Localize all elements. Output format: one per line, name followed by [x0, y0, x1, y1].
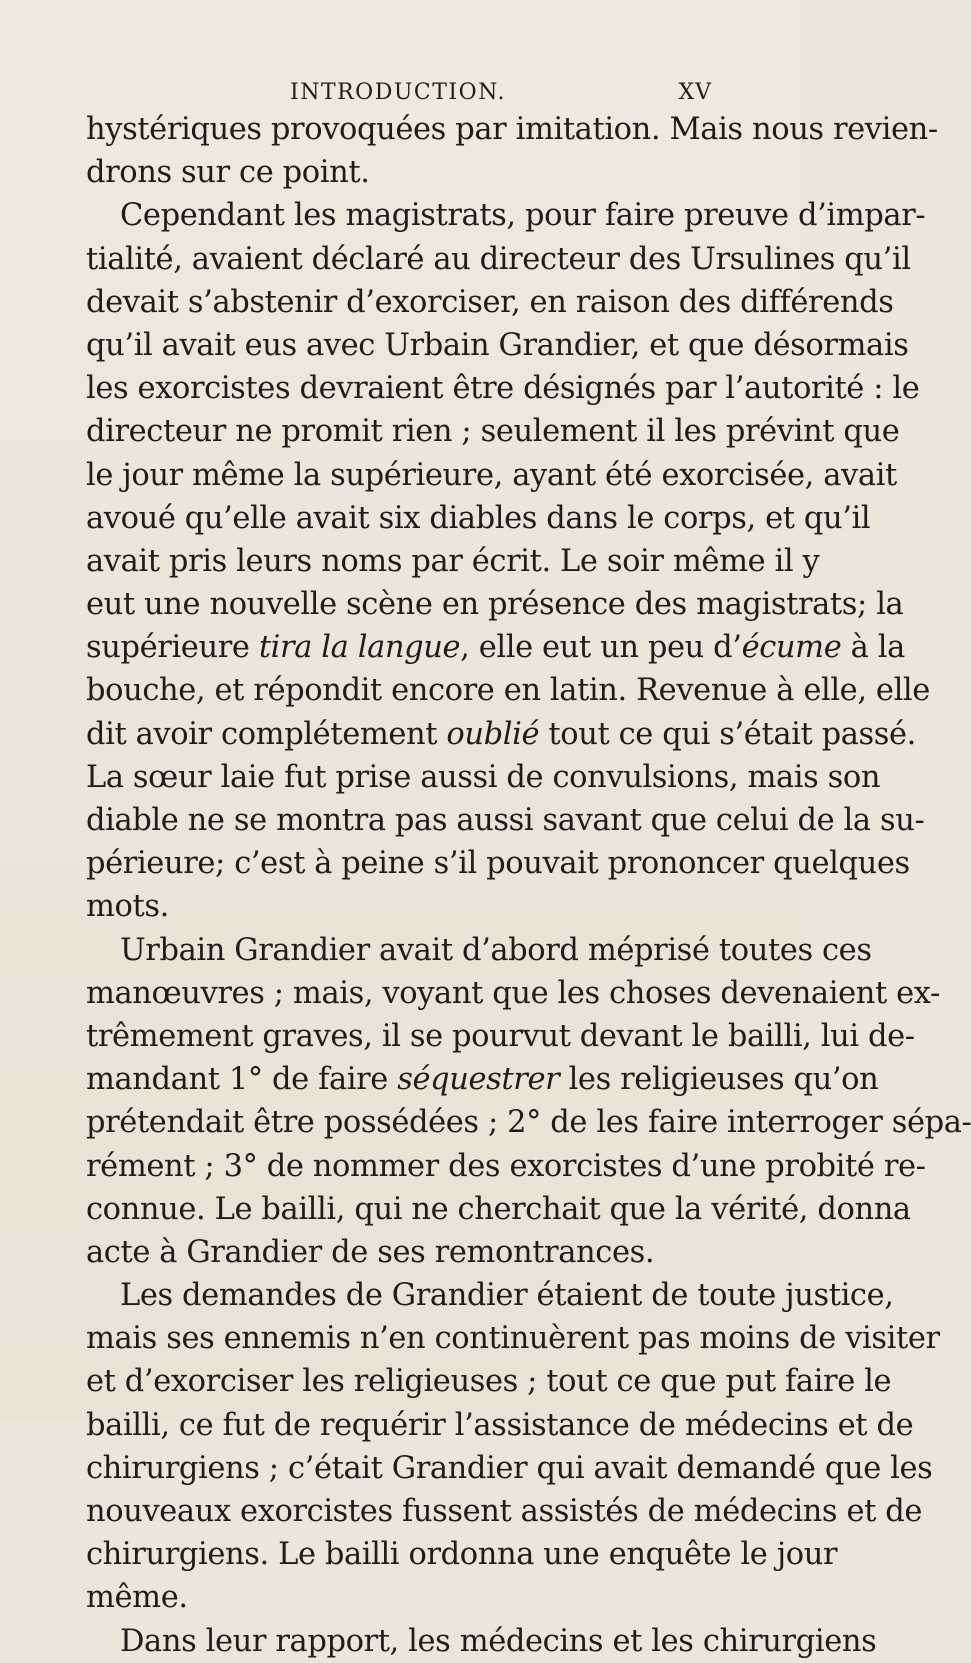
text-line: directeur ne promit rien ; seulement il les prévint que — [86, 414, 900, 450]
text-line: tialité, avaient déclaré au directeur des Ursulines qu’il — [86, 241, 911, 277]
text-line: diable ne se montra pas aussi savant que celui de la su- — [86, 803, 925, 838]
text-line: devait s’abstenir d’exorciser, en raison des différends — [86, 284, 894, 320]
text-line: trêmement graves, il se pourvut devant le bailli, lui de- — [86, 1018, 915, 1054]
text-line: bailli, ce fut de requérir l’assistance de médecins et de — [86, 1407, 914, 1443]
text-line: rément ; 3° de nommer des exorcistes d’une probité re- — [86, 1148, 926, 1184]
text-line: et d’exorciser les religieuses ; tout ce que put faire le — [86, 1364, 892, 1400]
body-text — [86, 108, 971, 1663]
text-line: acte à Grandier de ses remontrances. — [86, 1234, 655, 1270]
text-line: mandant 1° de faire séquestrer les religieuses qu’on — [86, 1062, 879, 1098]
text-line: bouche, et répondit encore en latin. Revenue à elle, elle — [86, 673, 930, 709]
running-title: INTRODUCTION. — [290, 80, 506, 105]
text-line: manœuvres ; mais, voyant que les choses devenaient ex- — [86, 975, 940, 1011]
text-line: périeure; c’est à peine s’il pouvait prononcer quelques — [86, 846, 910, 882]
running-head — [0, 78, 800, 108]
text-line: nouveaux exorcistes fussent assistés de médecins et de — [86, 1494, 923, 1529]
text-line: connue. Le bailli, qui ne cherchait que la vérité, donna — [86, 1191, 911, 1227]
text-line: prétendait être possédées ; 2° de les faire interroger sépa- — [86, 1105, 971, 1141]
text-line: avait pris leurs noms par écrit. Le soir même il y — [86, 543, 820, 579]
text-line: Les demandes de Grandier étaient de toute justice, — [120, 1278, 894, 1314]
text-line: mots. — [86, 889, 169, 925]
text-line: La sœur laie fut prise aussi de convulsions, mais son — [86, 759, 881, 795]
text-line: hystériques provoquées par imitation. Mais nous revien- — [86, 112, 938, 147]
text-line: les exorcistes devraient être désignés par l’autorité : le — [86, 371, 920, 407]
text-line: dit avoir complétement oublié tout ce qui s’était passé. — [86, 716, 916, 752]
text-line: Cependant les magistrats, pour faire preuve d’impar- — [120, 198, 926, 234]
text-line: Urbain Grandier avait d’abord méprisé toutes ces — [120, 932, 872, 968]
text-line: chirurgiens. Le bailli ordonna une enquête le jour — [86, 1537, 838, 1573]
text-line: chirurgiens ; c’était Grandier qui avait demandé que les — [86, 1450, 933, 1486]
text-line: supérieure tira la langue, elle eut un peu d’écume à la — [86, 630, 905, 666]
text-line: même. — [86, 1580, 188, 1616]
page-number: XV — [678, 80, 712, 105]
text-line: eut une nouvelle scène en présence des magistrats; la — [86, 587, 904, 623]
text-line: Dans leur rapport, les médecins et les chirurgiens — [120, 1623, 877, 1659]
text-line: drons sur ce point. — [86, 155, 370, 191]
text-line: le jour même la supérieure, ayant été exorcisée, avait — [86, 457, 897, 493]
text-line: qu’il avait eus avec Urbain Grandier, et que désormais — [86, 327, 909, 363]
text-line: avoué qu’elle avait six diables dans le corps, et qu’il — [86, 500, 871, 536]
text-line: mais ses ennemis n’en continuèrent pas moins de visiter — [86, 1321, 940, 1357]
